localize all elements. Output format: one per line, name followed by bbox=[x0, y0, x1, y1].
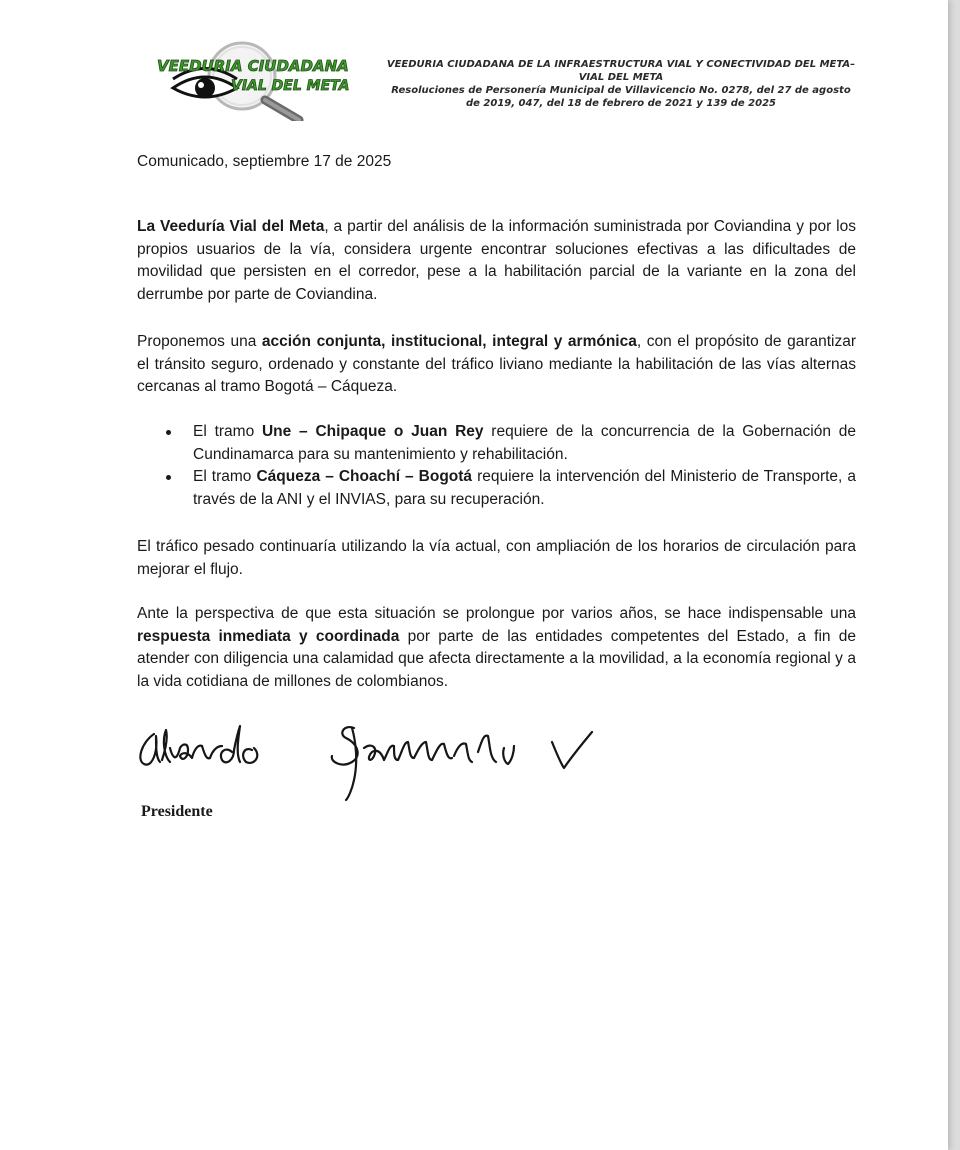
bullet-icon bbox=[166, 430, 171, 435]
letterhead-title: VEEDURIA CIUDADANA DE LA INFRAESTRUCTURA VIAL Y CONECTIVIDAD DEL META– VIAL DEL META bbox=[386, 59, 856, 83]
paragraph-proposal-post: , con el propósito de garantizar el tránsito seguro, ordenado y constante del tráfico liviano mediante la habilitación de las vías alternas cercanas al tramo Bogotá – Cáqueza. bbox=[137, 333, 857, 396]
paragraph-intro bbox=[137, 216, 856, 307]
svg-text:VIAL DEL META: VIAL DEL META bbox=[231, 78, 350, 94]
communique-date: Comunicado, septiembre 17 de 2025 bbox=[137, 153, 392, 170]
paragraph-intro-bold: La Veeduría Vial del Meta bbox=[137, 218, 325, 235]
paragraph-conclusion-post: por parte de las entidades competentes del Estado, a fin de atender con diligencia una calamidad que afecta directamente a la movilidad, a la economía regional y a la vida cotidiana de millones de colombianos. bbox=[137, 627, 856, 691]
svg-text:VEEDURIA CIUDADANA: VEEDURIA CIUDADANA bbox=[157, 57, 349, 75]
paragraph-conclusion-pre: Ante la perspectiva de que esta situación se prolongue por varios años, se hace indispensable una bbox=[137, 605, 856, 622]
paragraph-proposal bbox=[137, 331, 856, 399]
list-item-post: requiere la intervención del Ministerio de Transporte, a través de la ANI y el INVIAS, para su recuperación. bbox=[193, 468, 856, 509]
bullet-icon bbox=[166, 475, 171, 480]
veeduria-logo bbox=[139, 40, 374, 121]
letterhead bbox=[384, 58, 858, 110]
paragraph-conclusion-bold: respuesta inmediata y coordinada bbox=[137, 627, 400, 645]
list-item-bold: Une – Chipaque o Juan Rey bbox=[261, 423, 484, 440]
list-item-bold: Cáqueza – Choachí – Bogotá bbox=[256, 468, 473, 486]
list-item-pre: El tramo bbox=[193, 423, 262, 440]
paragraph-intro-text: , a partir del análisis de la información suministrada por Coviandina y por los propios usuarios de la vía, considera urgente encontrar soluciones efectivas a las dificultades de movilidad que persisten en el corredor, pese a la habilitación parcial de la variante en la zona del derrumbe por parte de Coviandina. bbox=[137, 218, 856, 304]
letterhead-resolutions: Resoluciones de Personería Municipal de Villavicencio No. 0278, del 27 de agosto de 2019, 047, del 18 de febrero de 2021 y 139 de 2025 bbox=[391, 85, 851, 109]
list-item-pre: El tramo bbox=[193, 468, 257, 486]
paragraph-conclusion bbox=[137, 603, 856, 694]
signer-role: Presidente bbox=[141, 803, 213, 820]
handwritten-signature bbox=[132, 712, 607, 807]
list-item bbox=[137, 466, 856, 511]
list-item-post: requiere de la concurrencia de la Gobernación de Cundinamarca para su mantenimiento y rehabilitación. bbox=[193, 423, 857, 463]
paragraph-proposal-pre: Proponemos una bbox=[137, 333, 262, 350]
list-item bbox=[137, 421, 856, 466]
paragraph-proposal-bold: acción conjunta, institucional, integral y armónica bbox=[261, 333, 637, 350]
bullet-list bbox=[137, 421, 856, 512]
paragraph-heavy-traffic: El tráfico pesado continuaría utilizando la vía actual, con ampliación de los horarios de circulación para mejorar el flujo. bbox=[137, 538, 856, 578]
